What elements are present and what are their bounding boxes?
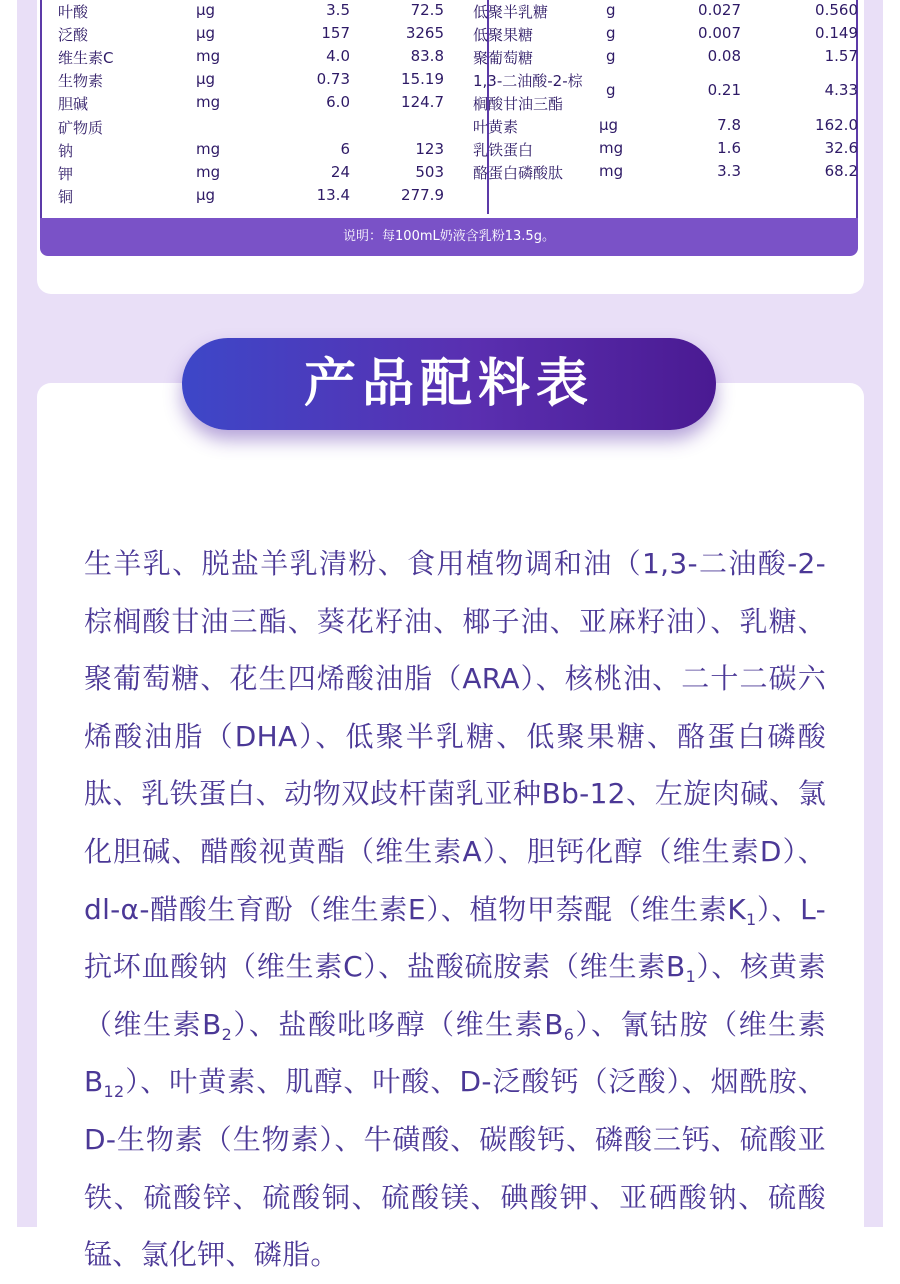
nutrition-row [58, 117, 438, 139]
nutrition-row [58, 70, 444, 92]
nutrient-name: 维生素C [58, 49, 114, 68]
nutrition-row [473, 116, 858, 138]
nutrient-per-100g: 162.0 [815, 116, 858, 134]
ingredients-text-part: 生羊乳、脱盐羊乳清粉、食用植物调和油（1,3-二油酸-2-棕榈酸甘油三酯、葵花籽油、椰子油、亚麻籽油）、乳糖、聚葡萄糖、花生四烯酸油脂（ARA）、核桃油、二十二碳六烯酸油脂（DHA）、低聚半乳糖、低聚果糖、酪蛋白磷酸肽、乳铁蛋白、动物双歧杆菌乳亚种Bb-12、左旋肉碱、氯化胆碱、醋酸视黄酯（维生素A）、胆钙化醇（维生素D）、dl-α-醋酸生育酚（维生素E）、植物甲萘醌（维生素K [84, 547, 826, 926]
nutrient-unit: μg [599, 116, 619, 134]
nutrient-unit: μg [196, 185, 216, 204]
nutrition-row [58, 185, 444, 208]
nutrition-row [58, 162, 444, 185]
nutrient-per-100g: 15.19 [401, 70, 444, 89]
nutrient-name: 聚葡萄糖 [473, 49, 534, 67]
nutrient-name-line2: 榈酸甘油三酯 [473, 95, 564, 113]
nutrient-unit: mg [196, 47, 221, 66]
nutrient-name: 矿物质 [58, 118, 104, 137]
nutrient-per-100ml: 13.4 [316, 185, 350, 204]
nutrition-table [40, 0, 858, 218]
nutrient-name: 叶酸 [58, 3, 89, 21]
nutrient-per-100g: 124.7 [401, 93, 444, 112]
ingredients-text [84, 535, 826, 1284]
nutrient-per-100ml: 0.007 [698, 24, 741, 42]
nutrient-per-100g: 32.6 [824, 139, 858, 157]
nutrition-row [473, 70, 858, 116]
nutrient-per-100g: 123 [415, 139, 444, 158]
nutrient-name: 低聚果糖 [473, 26, 534, 44]
nutrient-per-100g: 72.5 [410, 1, 444, 19]
nutrition-row [473, 162, 858, 184]
nutrition-row [473, 24, 858, 46]
nutrient-per-100ml: 0.027 [698, 1, 741, 19]
nutrient-per-100g: 503 [415, 162, 444, 181]
subscript: 6 [563, 1024, 575, 1044]
nutrient-unit: mg [599, 139, 624, 157]
nutrient-per-100ml: 6.0 [326, 93, 350, 112]
nutrient-per-100ml: 6 [340, 139, 350, 158]
ingredients-text-part: ）、氰钴胺（维生素B [84, 1007, 826, 1099]
nutrient-per-100ml: 0.73 [316, 70, 350, 89]
nutrient-per-100ml: 157 [321, 24, 350, 43]
nutrient-unit: mg [196, 162, 221, 181]
nutrient-name: 叶黄素 [473, 118, 519, 136]
nutrient-name: 泛酸 [58, 26, 89, 45]
subscript: 1 [746, 909, 757, 929]
nutrition-row [58, 47, 444, 69]
nutrient-per-100g: 4.33 [824, 81, 858, 99]
nutrient-name: 1,3-二油酸-2-棕 [473, 72, 583, 90]
nutrient-per-100ml: 3.3 [717, 162, 741, 180]
nutrient-name: 酪蛋白磷酸肽 [473, 164, 564, 182]
nutrient-per-100g: 1.57 [824, 47, 858, 65]
nutrition-row [473, 47, 858, 69]
ingredients-title-banner: 产品配料表 [182, 338, 716, 430]
nutrient-unit: g [606, 24, 616, 42]
nutrient-name: 乳铁蛋白 [473, 141, 534, 159]
nutrient-per-100ml: 4.0 [326, 47, 350, 66]
nutrient-per-100ml: 3.5 [326, 1, 350, 19]
nutrient-per-100g: 68.2 [824, 162, 858, 180]
nutrient-per-100g: 277.9 [401, 185, 444, 204]
nutrition-row [473, 1, 858, 23]
nutrition-row [58, 139, 444, 162]
nutrition-row [58, 93, 444, 115]
nutrient-name: 生物素 [58, 72, 104, 91]
nutrient-unit: μg [196, 24, 216, 43]
nutrient-name: 铜 [58, 187, 74, 206]
nutrient-per-100g: 0.149 [815, 24, 858, 42]
ingredients-text-part: ）、L-抗坏血酸钠（维生素C）、盐酸硫胺素（维生素B [84, 892, 826, 984]
table-footer-note: 说明：每100mL奶液含乳粉13.5g。 [40, 218, 858, 256]
nutrient-per-100ml: 0.08 [707, 47, 741, 65]
nutrient-per-100g: 83.8 [410, 47, 444, 66]
nutrient-unit: mg [599, 162, 624, 180]
nutrient-unit: g [606, 81, 616, 99]
subscript: 12 [103, 1082, 125, 1102]
nutrient-per-100ml: 0.21 [707, 81, 741, 99]
nutrient-per-100ml: 7.8 [717, 116, 741, 134]
nutrition-row [58, 1, 444, 23]
nutrient-per-100ml: 24 [330, 162, 350, 181]
nutrient-per-100g: 3265 [405, 24, 444, 43]
nutrition-row [58, 24, 444, 46]
nutrient-per-100ml: 1.6 [717, 139, 741, 157]
nutrient-unit: g [606, 1, 616, 19]
ingredients-text-part: ）、核黄素（维生素B [84, 950, 826, 1041]
nutrient-per-100g: 0.560 [815, 1, 858, 19]
nutrient-unit: mg [196, 139, 221, 158]
nutrient-unit: μg [196, 70, 216, 89]
nutrient-name: 钠 [58, 141, 74, 160]
nutrient-unit: μg [196, 1, 216, 19]
subscript: 1 [685, 967, 697, 987]
nutrient-name: 低聚半乳糖 [473, 3, 549, 21]
nutrient-name: 钾 [58, 164, 74, 183]
subscript: 2 [221, 1024, 233, 1044]
nutrient-unit: g [606, 47, 616, 65]
ingredients-text-part: ）、叶黄素、肌醇、叶酸、D-泛酸钙（泛酸）、烟酰胺、D-生物素（生物素）、牛磺酸、碳酸钙、磷酸三钙、硫酸亚铁、硫酸锌、硫酸铜、硫酸镁、碘酸钾、亚硒酸钠、硫酸锰、氯化钾、磷脂。 [84, 1065, 826, 1272]
nutrient-name: 胆碱 [58, 95, 89, 114]
ingredients-text-part: ）、盐酸吡哆醇（维生素B [232, 1007, 564, 1041]
nutrition-row [473, 139, 858, 161]
nutrient-unit: mg [196, 93, 221, 112]
